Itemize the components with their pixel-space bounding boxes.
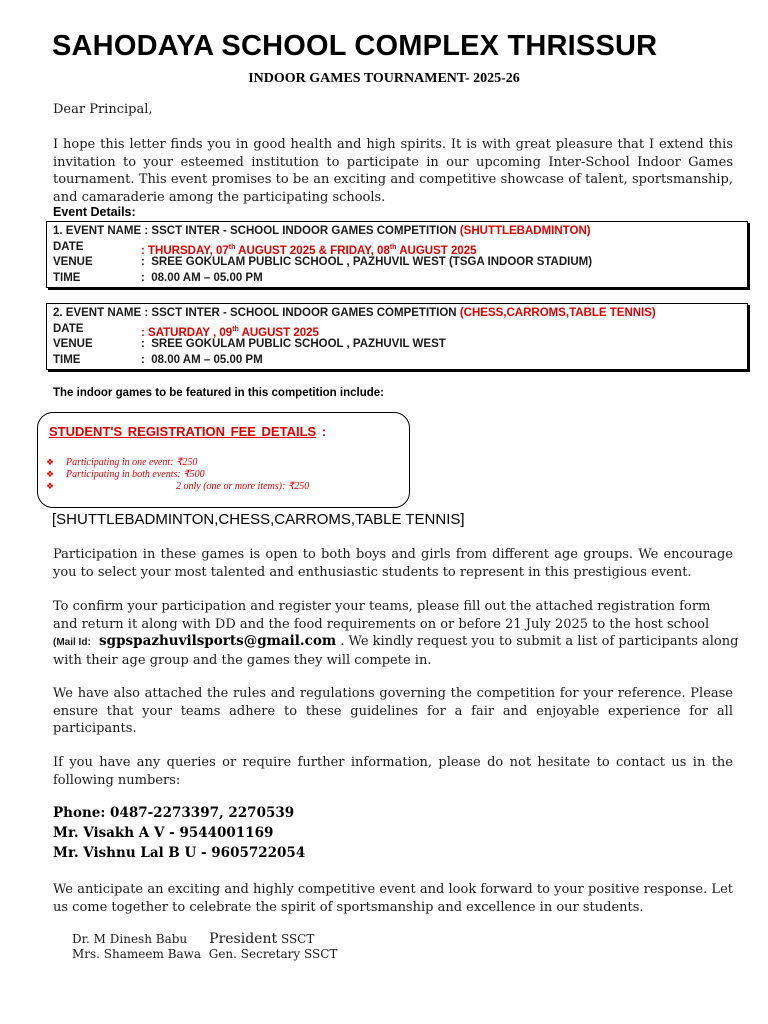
mail-label: (Mail Id: (53, 637, 91, 648)
event-date-row (53, 240, 741, 256)
fee-item: ❖ Participating in one event: ₹250 (46, 457, 198, 468)
intro-paragraph: I hope this letter finds you in good health and high spirits. It is with great pleasure that I extend this invitation to your esteemed institution to participate in our upcoming Inter-School Indoor Games tournament. This event promises to be an exciting and competitive showcase of talent, sportsmanship, and camaraderie among the participating schools. (53, 137, 733, 205)
games-list: [SHUTTLEBADMINTON,CHESS,CARROMS,TABLE TENNIS] (52, 511, 465, 528)
event-name: SSCT INTER - SCHOOL INDOOR GAMES COMPETITION (151, 307, 457, 319)
event-name-row (53, 306, 741, 322)
fee-details-title: STUDENT'S REGISTRATION FEE DETAILS : (49, 424, 327, 439)
event-time: 08.00 AM – 05.00 PM (151, 353, 263, 366)
event-name-row (53, 224, 741, 240)
fee-item: ❖ Participating in both events: ₹500 (46, 469, 205, 480)
event-date-row (53, 322, 741, 338)
confirm-paragraph: To confirm your participation and register your teams, please fill out the attached registration form and return it along with DD and the food requirements on or before 21 July 2025 to the host school (Mail Id: sgpspazhuvilsports@gmail.com . We kindly request you to submit a list of participants along with their age group and the games they will compete in. (53, 599, 739, 668)
contact-phone: Phone: 0487-2273397, 2270539 (53, 805, 295, 821)
time-label: TIME (53, 271, 81, 284)
venue-label: VENUE (53, 338, 93, 350)
event-highlight: (SHUTTLEBADMINTON) (459, 225, 591, 237)
contact-person-1: Mr. Visakh A V - 9544001169 (53, 825, 274, 841)
mail-id-link[interactable]: sgpspazhuvilsports@gmail.com (99, 633, 337, 649)
signature-president: Dr. M Dinesh Babu President SSCT (72, 931, 315, 947)
event-time: 08.00 AM – 05.00 PM (151, 271, 263, 284)
fee-item: ❖ 2 only (one or more items): ₹250 (46, 481, 310, 492)
event-details-label: Event Details: (53, 205, 136, 219)
date-label: DATE (53, 240, 84, 253)
event-time-row: TIME : 08.00 AM – 05.00 PM (53, 353, 741, 369)
event-name: SSCT INTER - SCHOOL INDOOR GAMES COMPETITION (151, 225, 457, 237)
event-box-1 (46, 221, 748, 288)
event-box-2 (46, 303, 748, 370)
event-name-label: 2. EVENT NAME : (53, 307, 149, 319)
event-name-label: 1. EVENT NAME : (53, 225, 149, 237)
salutation: Dear Principal, (53, 102, 153, 117)
rules-paragraph: We have also attached the rules and regulations governing the competition for your reference. Please ensure that your teams adhere to these guidelines for a fair and enjoyable experience for all participants. (53, 686, 733, 736)
featured-games-label: The indoor games to be featured in this competition include: (53, 387, 384, 399)
time-label: TIME (53, 353, 81, 366)
event-venue: SREE GOKULAM PUBLIC SCHOOL , PAZHUVIL WEST (TSGA INDOOR STADIUM) (151, 256, 593, 268)
venue-label: VENUE (53, 256, 93, 268)
contact-person-2: Mr. Vishnu Lal B U - 9605722054 (53, 845, 306, 861)
page-subtitle: INDOOR GAMES TOURNAMENT- 2025-26 (248, 71, 520, 86)
queries-paragraph: If you have any queries or require further information, please do not hesitate to contact us in the following numbers: (53, 755, 733, 788)
event-venue-row: VENUE : SREE GOKULAM PUBLIC SCHOOL , PAZHUVIL WEST (53, 337, 741, 353)
event-date: : THURSDAY, 07th AUGUST 2025 & FRIDAY, 08th AUGUST 2025 (141, 243, 477, 257)
signature-secretary: Mrs. Shameem Bawa Gen. Secretary SSCT (72, 947, 338, 961)
page-title: SAHODAYA SCHOOL COMPLEX THRISSUR (52, 30, 658, 62)
event-venue: SREE GOKULAM PUBLIC SCHOOL , PAZHUVIL WEST (151, 338, 446, 350)
event-venue-row: VENUE : SREE GOKULAM PUBLIC SCHOOL , PAZHUVIL WEST (TSGA INDOOR STADIUM) (53, 255, 741, 271)
date-label: DATE (53, 322, 84, 335)
event-highlight: (CHESS,CARROMS,TABLE TENNIS) (459, 307, 656, 319)
event-time-row: TIME : 08.00 AM – 05.00 PM (53, 271, 741, 287)
closing-paragraph: We anticipate an exciting and highly competitive event and look forward to your positive response. Let us come together to celebrate the spirit of sportsmanship and excellence in our students. (53, 882, 733, 915)
participation-paragraph: Participation in these games is open to both boys and girls from different age groups. We encourage you to select your most talented and enthusiastic students to represent in this prestigious event. (53, 547, 733, 580)
event-date: : SATURDAY , 09th AUGUST 2025 (141, 325, 319, 339)
